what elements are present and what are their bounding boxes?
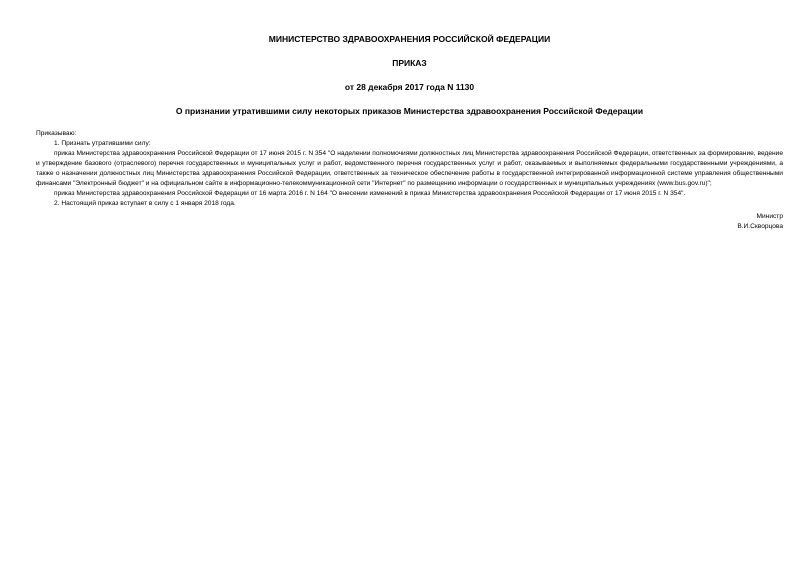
ministry-heading: МИНИСТЕРСТВО ЗДРАВООХРАНЕНИЯ РОССИЙСКОЙ ФЕДЕРАЦИИ: [268, 34, 551, 44]
document-body: [36, 129, 783, 209]
item-1a-paragraph: приказ Министерства здравоохранения Российской Федерации от 17 июня 2015 г. N 354 "О наделении полномочиями должностных лиц Министерства здравоохранения Российской Федерации, ответственных за формирование, ведение и утверждение базового (отраслевого) перечня государственных и муниципальных услуг и работ, ведомственного перечня государственных услуг и работ, оказываемых и выполняемых федеральными государственными учреждениями, а также о назначении должностных лиц Министерства здравоохранения Российской Федерации, ответственных за техническое обеспечение работы в государственной интегрированной информационной системе управления общественными финансами "Электронный бюджет" и на официальном сайте в информационно-телекоммуникационной сети "Интернет" по размещению информации о государственных и муниципальных учреждениях (www.bus.gov.ru)";: [36, 150, 783, 187]
item-2-paragraph: 2. Настоящий приказ вступает в силу с 1 января 2018 года.: [54, 200, 236, 207]
item-1-paragraph: 1. Признать утратившими силу:: [54, 140, 151, 147]
date-number-heading: от 28 декабря 2017 года N 1130: [344, 82, 475, 92]
signer-position: Министр: [756, 213, 783, 220]
document-type-heading: ПРИКАЗ: [392, 58, 427, 68]
signer-name: В.И.Скворцова: [737, 223, 783, 230]
subject-heading: О признании утратившими силу некоторых приказов Министерства здравоохранения Российской Федерации: [175, 106, 644, 116]
item-1b-paragraph: приказ Министерства здравоохранения Российской Федерации от 16 марта 2016 г. N 164 "О внесении изменений в приказ Министерства здравоохранения Российской Федерации от 17 июня 2015 г. N 354".: [54, 190, 686, 197]
intro-paragraph: Приказываю:: [36, 130, 77, 137]
signature-block: [36, 212, 783, 232]
